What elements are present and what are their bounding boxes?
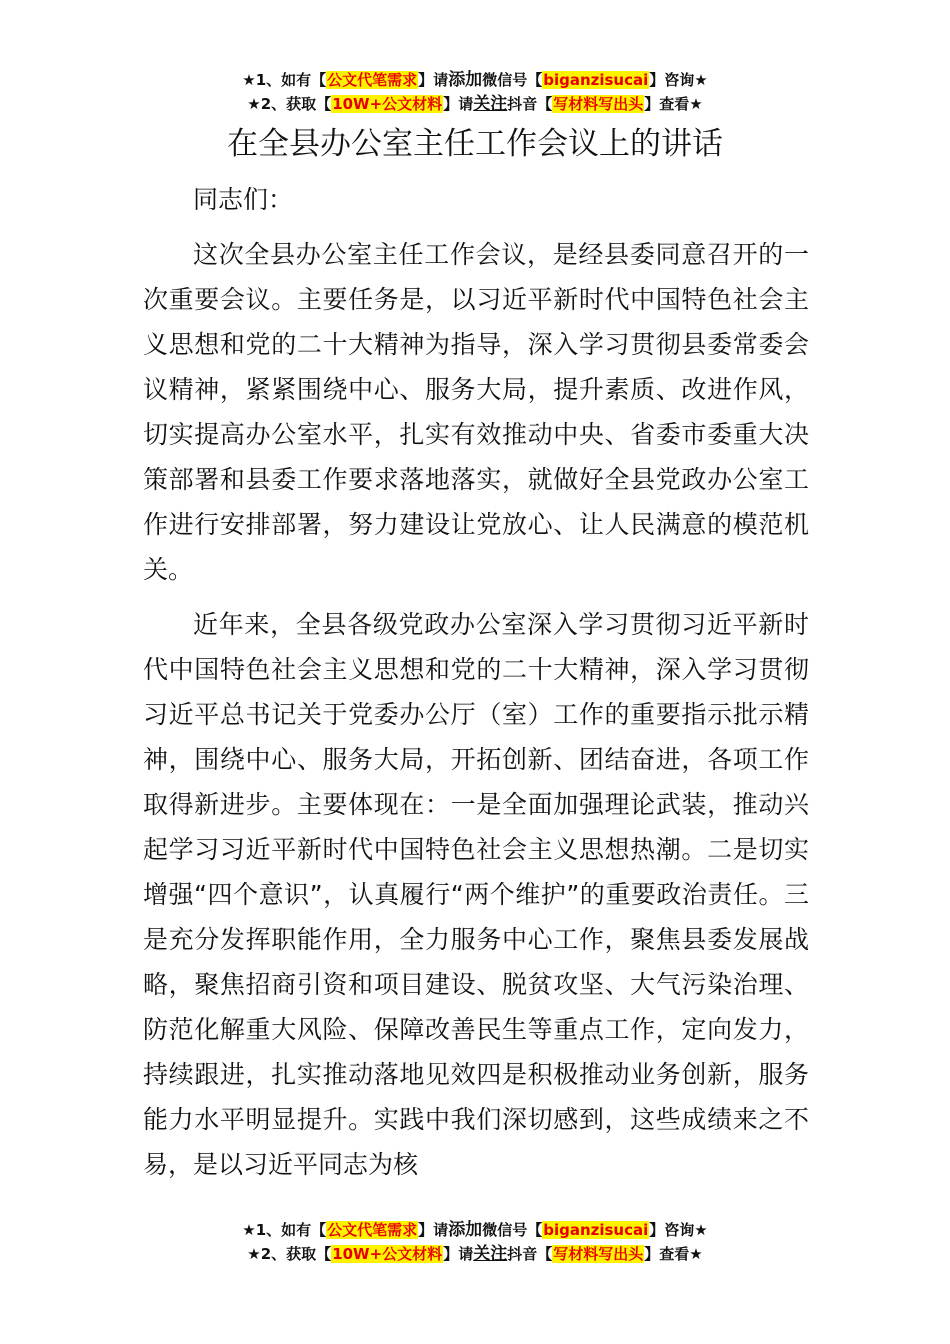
promo-highlight: 10W+公文材料 (332, 95, 443, 113)
document-title: 在全县办公室主任工作会议上的讲话 (227, 126, 723, 162)
promo-douyin-id: 写材料写出头 (553, 1245, 644, 1263)
promo-highlight: 10W+公文材料 (332, 1245, 443, 1263)
footer-promo-banner (0, 1218, 950, 1266)
promo-line-1: ★1、如有【公文代笔需求】请添加微信号【biganzisucai】咨询★ (242, 70, 708, 90)
promo-line-2: ★2、获取【10W+公文材料】请关注抖音【写材料写出头】查看★ (247, 1244, 703, 1264)
promo-wechat-id: biganzisucai (543, 71, 649, 89)
header-promo-banner (0, 68, 950, 116)
body-paragraph: 近年来，全县各级党政办公室深入学习贯彻习近平新时代中国特色社会主义思想和党的二十大精神，深入学习贯彻习近平总书记关于党委办公厅（室）工作的重要指示批示精神，围绕中心、服务大局，开拓创新、团结奋进，各项工作取得新进步。主要体现在：一是全面加强理论武装，推动兴起学习习近平新时代中国特色社会主义思想热潮。二是切实增强“四个意识”，认真履行“两个维护”的重要政治责任。三是充分发挥职能作用，全力服务中心工作，聚焦县委发展战略，聚焦招商引资和项目建设、脱贫攻坚、大气污染治理、防范化解重大风险、保障改善民生等重点工作，定向发力，持续跟进，扎实推动落地见效四是积极推动业务创新，服务能力水平明显提升。实践中我们深切感到，这些成绩来之不易，是以习近平同志为核 (143, 610, 809, 1179)
salutation: 同志们： (193, 185, 294, 214)
body-paragraph: 这次全县办公室主任工作会议，是经县委同意召开的一次重要会议。主要任务是，以习近平新时代中国特色社会主义思想和党的二十大精神为指导，深入学习贯彻县委常委会议精神，紧紧围绕中心、服务大局，提升素质、改进作风，切实提高办公室水平，扎实有效推动中央、省委市委重大决策部署和县委工作要求落地落实，就做好全县党政办公室工作进行安排部署，努力建设让党放心、让人民满意的模范机关。 (143, 240, 809, 584)
promo-line-1: ★1、如有【公文代笔需求】请添加微信号【biganzisucai】咨询★ (242, 1220, 708, 1240)
promo-line-2: ★2、获取【10W+公文材料】请关注抖音【写材料写出头】查看★ (247, 94, 703, 114)
promo-highlight: 公文代笔需求 (327, 71, 418, 89)
promo-highlight: 公文代笔需求 (327, 1221, 418, 1239)
promo-douyin-id: 写材料写出头 (553, 95, 644, 113)
promo-wechat-id: biganzisucai (543, 1221, 649, 1239)
document-body (143, 177, 809, 1187)
